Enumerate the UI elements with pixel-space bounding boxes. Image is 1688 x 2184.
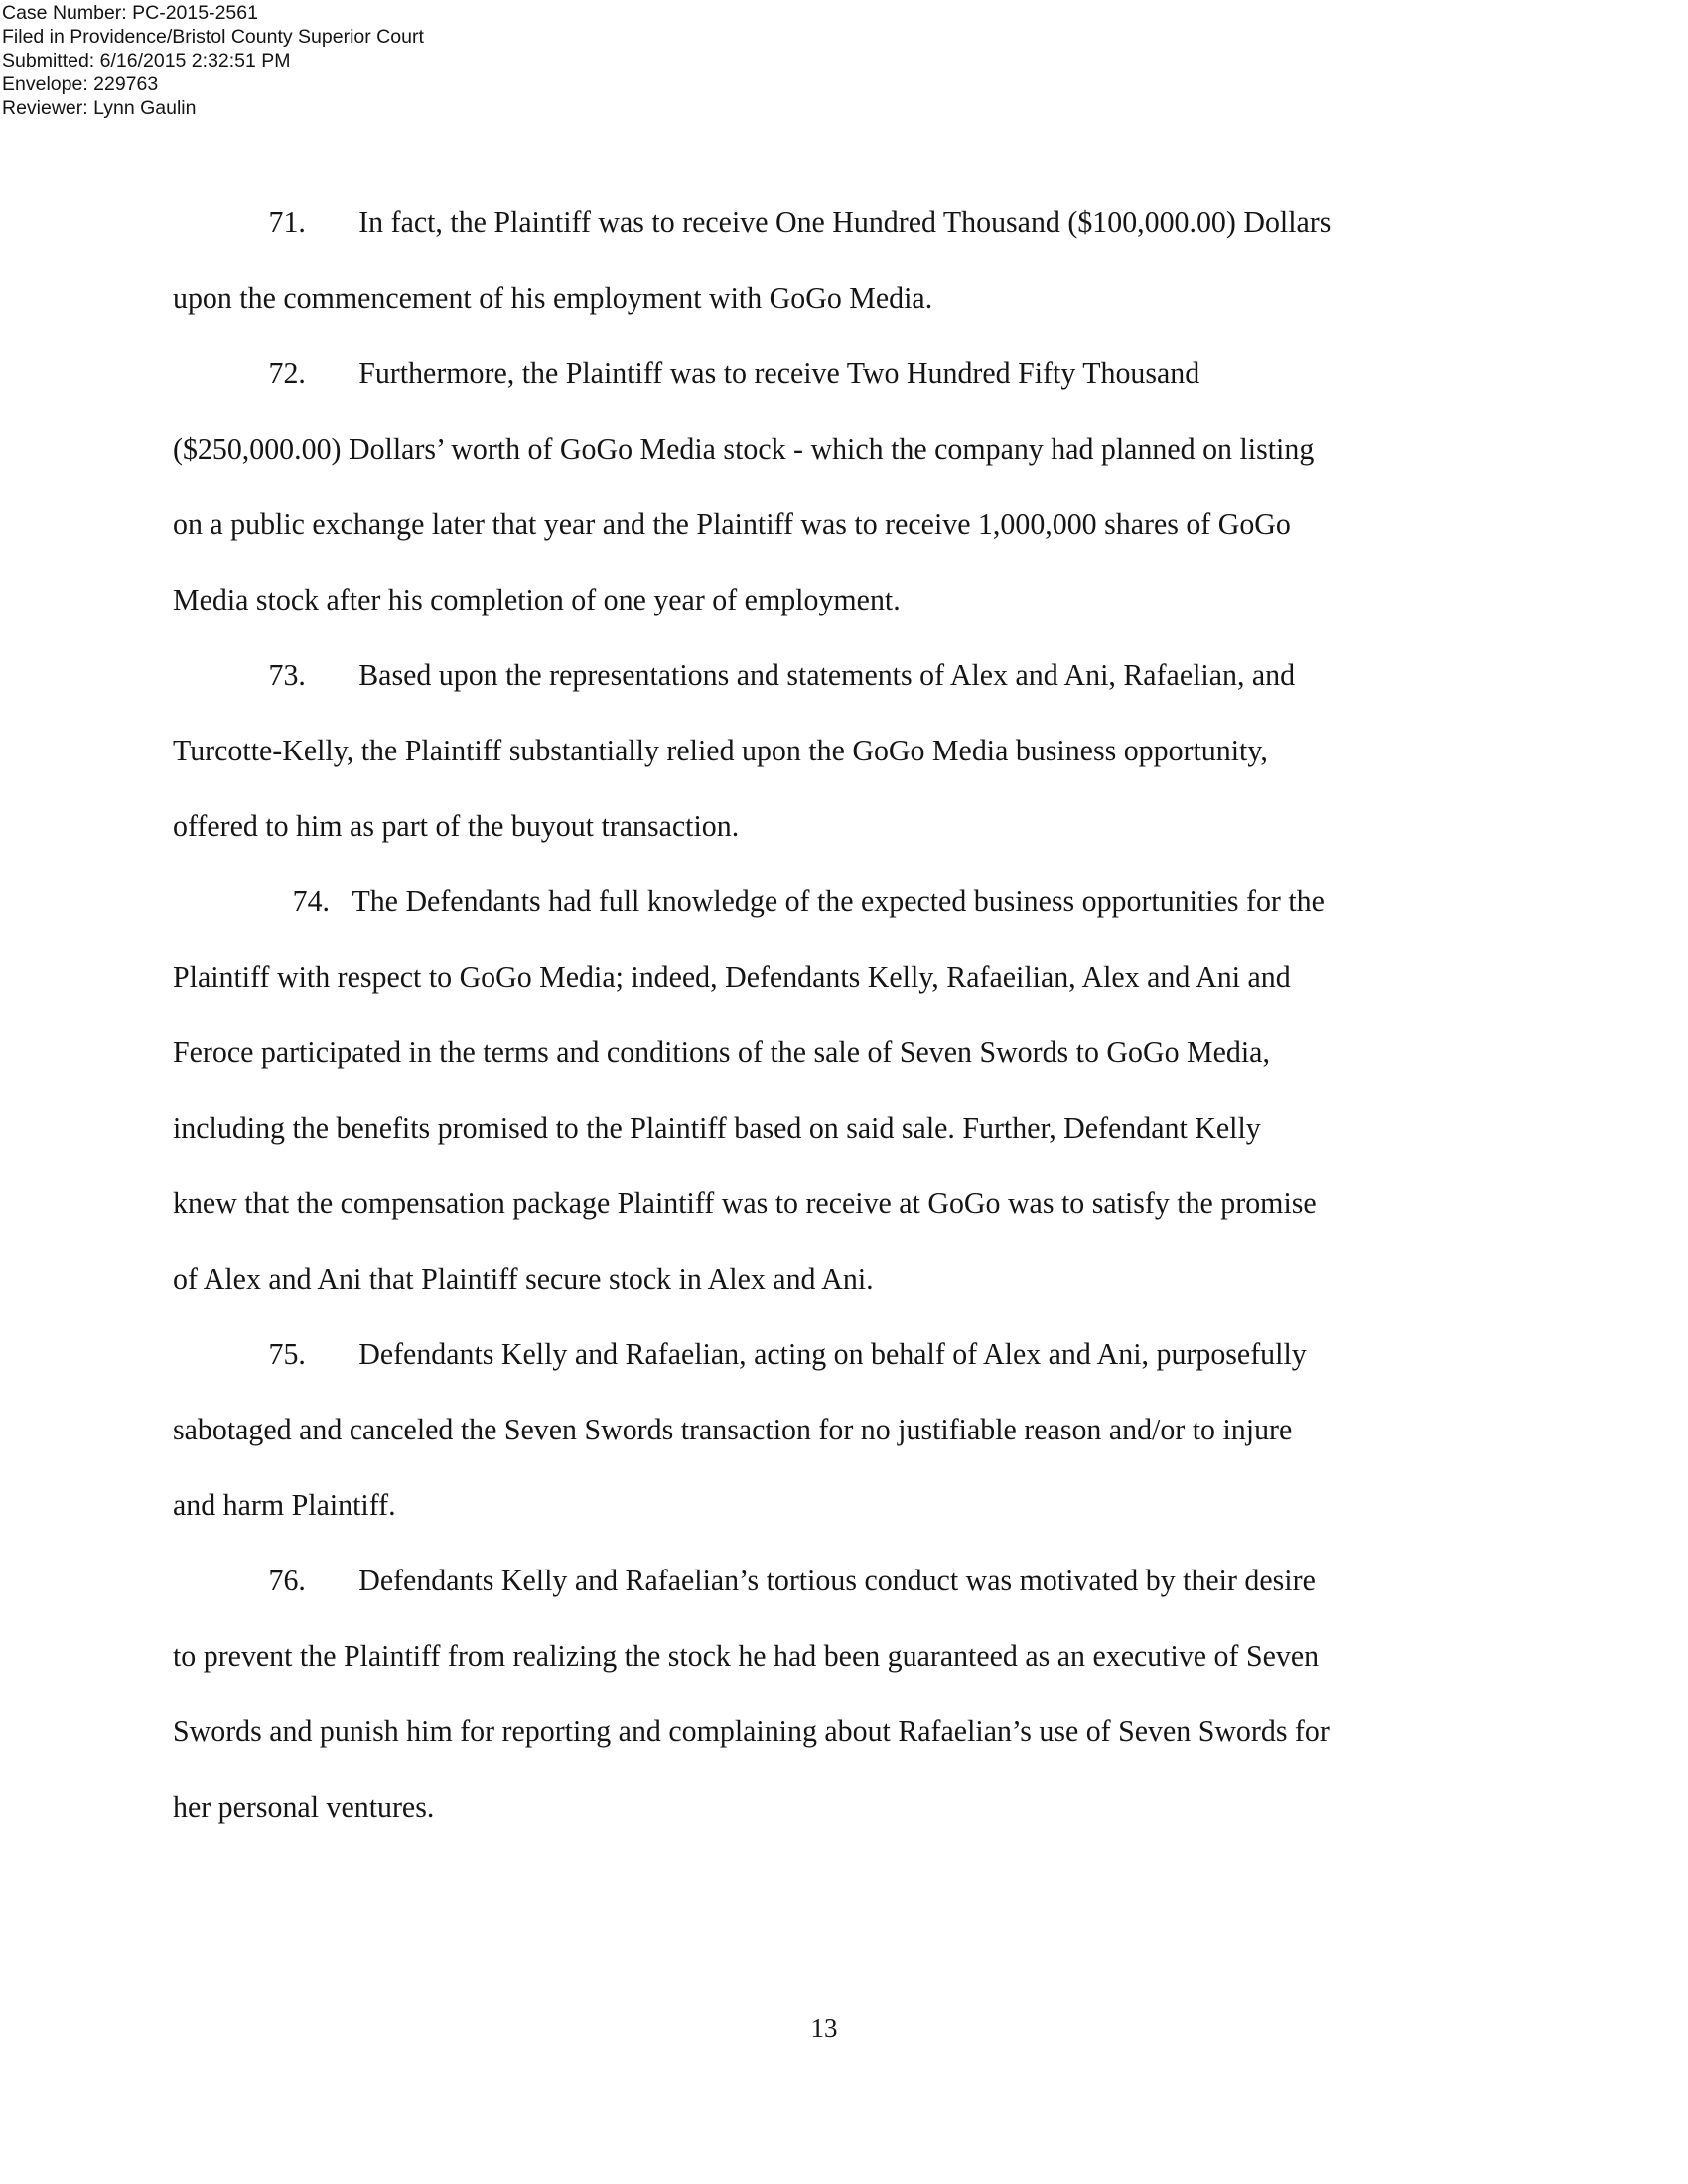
paragraph-74	[173, 864, 1447, 1316]
filing-court: Filed in Providence/Bristol County Superior Court	[2, 26, 424, 48]
filing-stamp-header	[2, 1, 424, 120]
paragraph-line: and harm Plaintiff.	[173, 1487, 396, 1522]
paragraph-number: 73.	[268, 657, 306, 692]
paragraph-number: 72.	[268, 355, 306, 390]
paragraph-line: Furthermore, the Plaintiff was to receive Two Hundred Fifty Thousand	[358, 355, 1200, 390]
paragraph-line: Media stock after his completion of one year of employment.	[173, 582, 901, 616]
paragraph-line: Plaintiff with respect to GoGo Media; indeed, Defendants Kelly, Rafaeilian, Alex and Ani and	[173, 959, 1291, 994]
paragraph-line: Defendants Kelly and Rafaelian’s tortious conduct was motivated by their desire	[358, 1563, 1316, 1597]
reviewer-name: Reviewer: Lynn Gaulin	[2, 97, 197, 119]
paragraph-first-line	[173, 864, 1447, 939]
paragraph-line: Swords and punish him for reporting and complaining about Rafaelian’s use of Seven Swords for	[173, 1713, 1330, 1748]
paragraph-first-line	[173, 336, 1447, 411]
paragraph-line: of Alex and Ani that Plaintiff secure stock in Alex and Ani.	[173, 1261, 874, 1296]
paragraph-number: 71.	[268, 205, 306, 239]
paragraph-first-line	[173, 1316, 1447, 1392]
paragraph-line: upon the commencement of his employment with GoGo Media.	[173, 280, 933, 315]
case-number: Case Number: PC-2015-2561	[2, 2, 258, 24]
paragraph-75	[173, 1316, 1447, 1543]
paragraph-71	[173, 185, 1447, 336]
paragraph-line: Turcotte-Kelly, the Plaintiff substantially relied upon the GoGo Media business opportunity,	[173, 733, 1268, 767]
paragraph-76	[173, 1543, 1447, 1844]
paragraph-line: to prevent the Plaintiff from realizing the stock he had been guaranteed as an executive of Seven	[173, 1638, 1320, 1673]
paragraph-number: 74.	[292, 884, 331, 918]
paragraph-line: her personal ventures.	[173, 1789, 435, 1824]
paragraph-first-line	[173, 1543, 1447, 1618]
paragraph-line: on a public exchange later that year and the Plaintiff was to receive 1,000,000 shares of GoGo	[173, 506, 1291, 541]
paragraph-line: including the benefits promised to the Plaintiff based on said sale. Further, Defendant Kelly	[173, 1110, 1261, 1145]
paragraph-first-line	[173, 637, 1447, 713]
paragraph-72	[173, 336, 1447, 637]
paragraph-line: Defendants Kelly and Rafaelian, acting on behalf of Alex and Ani, purposefully	[358, 1336, 1307, 1371]
envelope-number: Envelope: 229763	[2, 73, 159, 95]
paragraph-line: ($250,000.00) Dollars’ worth of GoGo Media stock - which the company had planned on listing	[173, 431, 1315, 466]
page-number: 13	[810, 2013, 838, 2043]
paragraph-line: Feroce participated in the terms and conditions of the sale of Seven Swords to GoGo Media,	[173, 1034, 1270, 1069]
paragraph-line: sabotaged and canceled the Seven Swords transaction for no justifiable reason and/or to injure	[173, 1412, 1293, 1446]
paragraph-line: offered to him as part of the buyout transaction.	[173, 808, 740, 843]
document-body	[173, 185, 1449, 1844]
paragraph-line: knew that the compensation package Plaintiff was to receive at GoGo was to satisfy the promise	[173, 1185, 1317, 1220]
paragraph-line: The Defendants had full knowledge of the expected business opportunities for the	[352, 884, 1325, 918]
paragraph-line: Based upon the representations and statements of Alex and Ani, Rafaelian, and	[358, 657, 1296, 692]
paragraph-number: 75.	[268, 1336, 306, 1371]
paragraph-line: In fact, the Plaintiff was to receive One Hundred Thousand ($100,000.00) Dollars	[358, 205, 1332, 239]
submitted-timestamp: Submitted: 6/16/2015 2:32:51 PM	[2, 50, 291, 71]
paragraph-73	[173, 637, 1447, 864]
paragraph-number: 76.	[268, 1563, 306, 1597]
paragraph-first-line	[173, 185, 1447, 260]
